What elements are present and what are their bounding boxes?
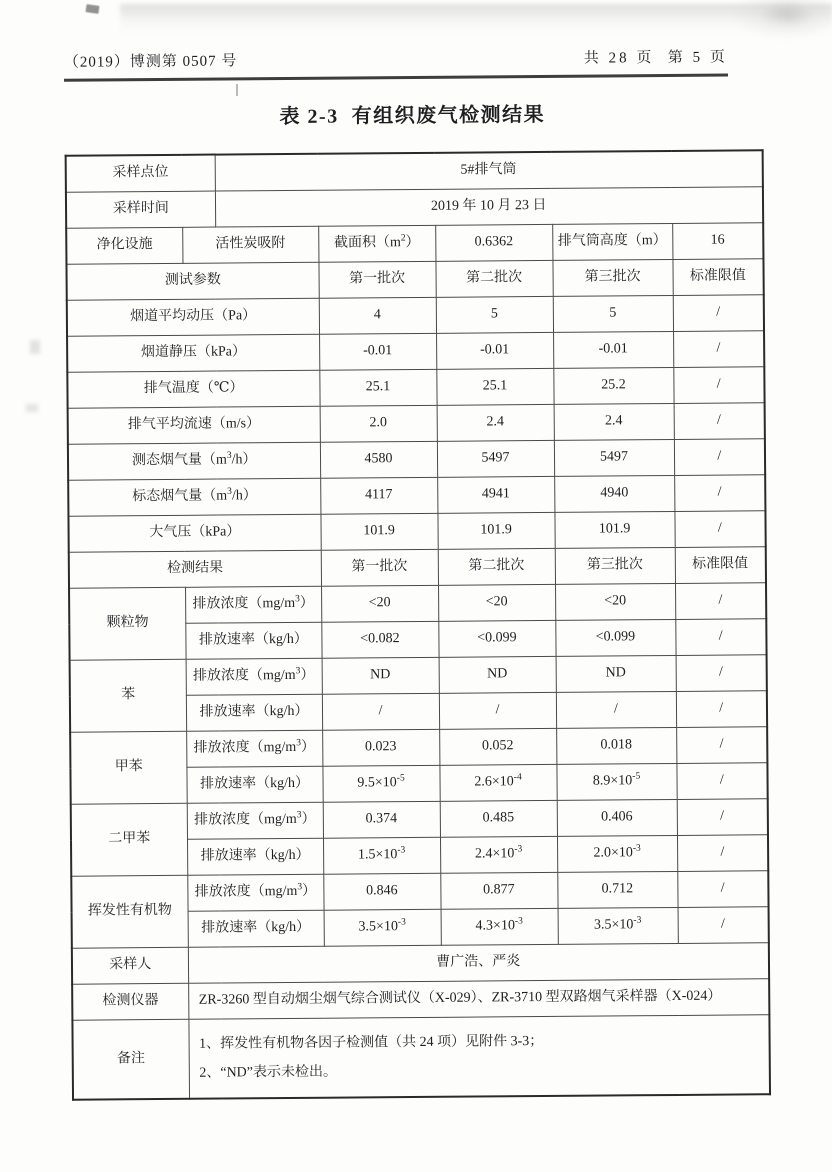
table-cell: 2.4 xyxy=(554,403,674,440)
table-cell: 排放浓度$(mg/m^3)$ xyxy=(187,874,323,911)
table-cell: 标准限值 xyxy=(675,547,766,584)
table-cell: / xyxy=(674,511,765,548)
table-cell: 检测仪器 xyxy=(72,983,188,1020)
table-cell: 标态烟气量$(m^3/h)$ xyxy=(68,478,320,516)
table-cell: $8.9\times 10^{-5}$ xyxy=(556,763,676,800)
table-cell: <0.082 xyxy=(321,621,438,658)
table-cell: 排气平均流速（m/s） xyxy=(68,406,320,444)
header-rule xyxy=(64,74,728,82)
table-cell: $3.5\times 10^{-3}$ xyxy=(558,907,678,944)
group-toluene: 甲苯 xyxy=(70,731,187,804)
table-cell: / xyxy=(673,295,764,332)
row-voc-concentration xyxy=(71,871,768,912)
table-cell: / xyxy=(678,907,769,944)
group-xylene: 二甲苯 xyxy=(71,803,188,876)
table-cell: 测态烟气量$(m^3/h)$ xyxy=(68,442,320,480)
table-cell: -0.01 xyxy=(553,331,673,368)
row-exhaust-temperature xyxy=(67,367,764,408)
table-cell: 第二批次 xyxy=(438,548,555,585)
table-cell: 2019 年 10 月 23 日 xyxy=(215,187,763,227)
table-cell: $2.0\times 10^{-3}$ xyxy=(557,835,677,872)
table-cell: / xyxy=(677,799,768,836)
table-cell: $4.3\times 10^{-3}$ xyxy=(441,908,558,945)
table-cell: 5497 xyxy=(437,440,554,477)
table-cell: 排放浓度$(mg/m^3)$ xyxy=(187,802,323,839)
table-cell: 4117 xyxy=(320,477,437,514)
table-cell: 5#排气筒 xyxy=(215,150,763,191)
row-sampler xyxy=(72,943,769,984)
table-cell: / xyxy=(674,403,765,440)
table-cell: $2.4\times 10^{-3}$ xyxy=(440,836,557,873)
table-cell: 5497 xyxy=(554,439,674,476)
page-indicator: 共 28 页 第 5 页 xyxy=(583,49,728,67)
table-cell: 排放浓度$(mg/m^3)$ xyxy=(185,586,321,623)
table-cell: / xyxy=(677,835,768,872)
table-cell: 净化设施 xyxy=(66,227,182,264)
row-purification-facility xyxy=(66,223,763,264)
table-cell: 0.6362 xyxy=(435,224,552,261)
table-cell: / xyxy=(675,583,766,620)
table-cell: 0.052 xyxy=(439,728,556,765)
table-cell: 4 xyxy=(319,297,436,334)
row-instruments xyxy=(72,979,769,1020)
table-cell: 0.846 xyxy=(323,873,440,910)
table-cell: / xyxy=(673,367,764,404)
group-particulate: 颗粒物 xyxy=(69,587,186,660)
table-cell: / xyxy=(676,655,767,692)
table-cell: 大气压（kPa） xyxy=(68,514,320,552)
table-cell: 排放速率（kg/h） xyxy=(185,622,321,659)
row-result-header xyxy=(69,547,766,588)
row-test-parameter-header xyxy=(66,259,763,300)
row-remarks xyxy=(72,1015,770,1100)
table-cell: 排放速率（kg/h） xyxy=(186,694,322,731)
table-cell: 测试参数 xyxy=(66,262,318,300)
table-cell: / xyxy=(676,691,767,728)
table-cell: 排放速率（kg/h） xyxy=(186,766,322,803)
table-cell: 排气筒高度（m） xyxy=(552,223,672,260)
table-cell: 25.1 xyxy=(319,369,436,406)
table-cell: 排放浓度$(mg/m^3)$ xyxy=(186,658,322,695)
table-cell: $2.6\times 10^{-4}$ xyxy=(439,764,556,801)
table-cell: / xyxy=(674,475,765,512)
page-header xyxy=(64,46,728,72)
row-standard-gas-volume xyxy=(68,475,765,516)
table-cell: <20 xyxy=(438,584,555,621)
table-cell: 0.485 xyxy=(440,800,557,837)
row-atmospheric-pressure xyxy=(68,511,765,552)
table-cell: 2.0 xyxy=(320,405,437,442)
table-cell: 4580 xyxy=(320,441,437,478)
table-cell: 101.9 xyxy=(437,512,554,549)
table-cell: 截面积$(m^2)$ xyxy=(318,225,435,262)
table-cell: 0.018 xyxy=(556,727,676,764)
table-cell: / xyxy=(322,693,439,730)
table-cell: -0.01 xyxy=(436,332,553,369)
table-cell: 25.2 xyxy=(553,367,673,404)
table-cell: 25.1 xyxy=(436,368,553,405)
table-cell: 排放速率（kg/h） xyxy=(188,910,324,947)
table-cell: $3.5\times 10^{-3}$ xyxy=(324,909,441,946)
table-cell: 采样点位 xyxy=(66,155,215,193)
table-cell: 0.712 xyxy=(557,871,677,908)
table-cell: 0.023 xyxy=(322,729,439,766)
table-cell: 烟道静压（kPa） xyxy=(67,334,319,372)
table-cell: 活性炭吸附 xyxy=(182,226,318,263)
table-cell: / xyxy=(674,439,765,476)
table-cell: <20 xyxy=(555,583,675,620)
table-cell: 排气温度（℃） xyxy=(67,370,319,408)
table-cell: / xyxy=(676,763,767,800)
table-cell: 101.9 xyxy=(554,511,674,548)
table-cell: <0.099 xyxy=(555,619,675,656)
table-cell: 采样人 xyxy=(72,947,188,984)
results-table-wrapper xyxy=(65,149,771,1100)
table-cell: ZR-3260 型自动烟尘烟气综合测试仪（X-029）、ZR-3710 型双路烟气采样器（X-024） xyxy=(188,979,769,1020)
table-cell: 曹广浩、严炎 xyxy=(188,943,769,984)
table-cell: 0.374 xyxy=(323,801,440,838)
table-cell: 标准限值 xyxy=(672,259,763,296)
table-cell: / xyxy=(673,331,764,368)
results-table xyxy=(65,149,771,1100)
table-cell: 检测结果 xyxy=(69,550,321,588)
table-cell: / xyxy=(556,691,676,728)
table-cell: 第一批次 xyxy=(321,549,438,586)
row-toluene-concentration xyxy=(70,727,767,768)
table-cell: / xyxy=(677,871,768,908)
row-avg-flow-velocity xyxy=(68,403,765,444)
group-benzene: 苯 xyxy=(70,659,187,732)
table-cell: 2.4 xyxy=(437,404,554,441)
table-cell: 5 xyxy=(436,296,553,333)
table-cell: 第三批次 xyxy=(555,547,675,584)
table-cell: / xyxy=(676,727,767,764)
row-xylene-concentration xyxy=(71,799,768,840)
table-cell: ND xyxy=(322,657,439,694)
table-cell: 烟道平均动压（Pa） xyxy=(67,298,319,336)
table-cell: ND xyxy=(439,656,556,693)
doc-number: （2019）博测第 0507 号 xyxy=(63,53,238,71)
table-cell: / xyxy=(439,692,556,729)
table-cell: 第三批次 xyxy=(552,259,672,296)
table-cell: -0.01 xyxy=(319,333,436,370)
table-cell: 4941 xyxy=(437,476,554,513)
table-cell: 16 xyxy=(672,223,763,260)
table-cell: $1.5\times 10^{-3}$ xyxy=(323,837,440,874)
table-cell: 4940 xyxy=(554,475,674,512)
table-cell: 101.9 xyxy=(320,513,437,550)
table-cell: $9.5\times 10^{-5}$ xyxy=(322,765,439,802)
table-cell: / xyxy=(675,619,766,656)
table-cell: <20 xyxy=(321,585,438,622)
page-title: 表 2-3 有组织废气检测结果 xyxy=(279,103,546,129)
row-measured-gas-volume xyxy=(68,439,765,480)
group-voc: 挥发性有机物 xyxy=(71,875,188,948)
table-cell: 0.406 xyxy=(557,799,677,836)
table-cell: 排放速率（kg/h） xyxy=(187,838,323,875)
table-cell: 5 xyxy=(553,295,673,332)
table-cell: ND xyxy=(556,655,676,692)
row-sampling-time xyxy=(66,187,763,228)
table-cell: 0.877 xyxy=(440,872,557,909)
row-avg-dynamic-pressure xyxy=(67,295,764,336)
table-cell: <0.099 xyxy=(438,620,555,657)
table-cell: 1、挥发性有机物各因子检测值（共 24 项）见附件 3-3； 2、“ND”表示未检出。 xyxy=(188,1015,770,1099)
row-sampling-point xyxy=(66,150,763,192)
row-benzene-concentration xyxy=(70,655,767,696)
row-static-pressure xyxy=(67,331,764,372)
table-cell: 排放浓度$(mg/m^3)$ xyxy=(186,730,322,767)
table-cell: 第二批次 xyxy=(435,260,552,297)
table-cell: 第一批次 xyxy=(318,261,435,298)
table-cell: 采样时间 xyxy=(66,191,215,228)
row-particulate-concentration xyxy=(69,583,766,624)
table-cell: 备注 xyxy=(72,1019,189,1099)
